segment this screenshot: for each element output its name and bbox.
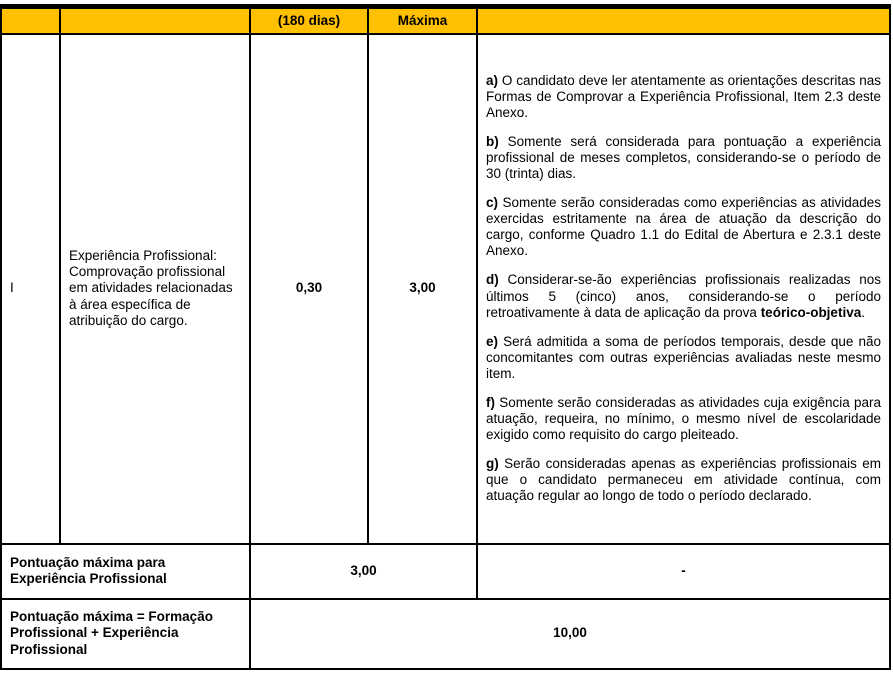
note-paragraph	[486, 73, 881, 121]
note-text: Considerar-se-ão experiências profissionais realizadas nos últimos 5 (cinco) anos, considerando-se o período retroativamente à data de aplicação da prova	[486, 272, 881, 320]
note-paragraph	[486, 334, 881, 382]
summary-total-row	[1, 599, 890, 669]
header-cell-unit-points: (180 dias)	[250, 7, 368, 34]
unit-points-cell: 0,30	[250, 34, 368, 544]
note-paragraph	[486, 395, 881, 443]
summary-experience-label-cell: Pontuação máxima para Experiência Profissional	[1, 544, 250, 599]
notes-cell	[477, 34, 890, 544]
summary-experience-value-cell: 3,00	[250, 544, 477, 599]
summary-experience-row	[1, 544, 890, 599]
note-text: O candidato deve ler atentamente as orientações descritas nas Formas de Comprovar a Experiência Profissional, Item 2.3 deste Anexo.	[486, 72, 881, 120]
note-text: Será admitida a soma de períodos temporais, desde que não concomitantes com outras experiências avaliadas neste mesmo item.	[486, 333, 881, 381]
summary-experience-dash-cell: -	[477, 544, 890, 599]
note-text: .	[861, 304, 865, 320]
scoring-table	[0, 4, 891, 670]
note-text: Somente serão consideradas as atividades cuja exigência para atuação, requeira, no mínimo, o mesmo nível de escolaridade exigido como requisito do cargo pleiteado.	[486, 394, 881, 442]
note-text: Somente será considerada para pontuação a experiência profissional de meses completos, considerando-se o período de 30 (trinta) dias.	[486, 134, 881, 182]
note-letter: c)	[486, 195, 503, 211]
note-text: Somente serão consideradas como experiências as atividades exercidas estritamente na área de atuação da descrição do cargo, conforme Quadro 1.1 do Edital de Abertura e 2.3.1 deste Anexo.	[486, 195, 881, 259]
main-row	[1, 34, 890, 544]
max-points-cell: 3,00	[368, 34, 477, 544]
note-letter: e)	[486, 333, 504, 349]
note-letter: f)	[486, 394, 500, 410]
note-letter: b)	[486, 134, 508, 149]
item-number-cell: I	[1, 34, 60, 544]
note-text: Serão consideradas apenas as experiências profissionais em que o candidato permaneceu em atividade contínua, com atuação regular ao longo de todo o período declarado.	[486, 456, 881, 504]
summary-total-label-cell: Pontuação máxima = Formação Profissional + Experiência Profissional	[1, 599, 250, 669]
note-paragraph	[486, 195, 881, 259]
header-cell-notes	[477, 7, 890, 34]
header-cell-item	[1, 7, 60, 34]
description-cell: Experiência Profissional: Comprovação profissional em atividades relacionadas à área específica de atribuição do cargo.	[60, 34, 250, 544]
note-bold-text: teórico-objetiva	[760, 304, 862, 320]
header-row	[1, 7, 890, 34]
note-paragraph	[486, 272, 881, 320]
summary-total-value-cell: 10,00	[250, 599, 890, 669]
note-paragraph	[486, 134, 881, 182]
note-paragraph	[486, 456, 881, 504]
note-letter: g)	[486, 456, 505, 471]
notes-list	[486, 73, 881, 504]
note-letter: a)	[486, 72, 502, 88]
header-cell-description	[60, 7, 250, 34]
header-cell-maxima: Máxima	[368, 7, 477, 34]
note-letter: d)	[486, 272, 508, 288]
